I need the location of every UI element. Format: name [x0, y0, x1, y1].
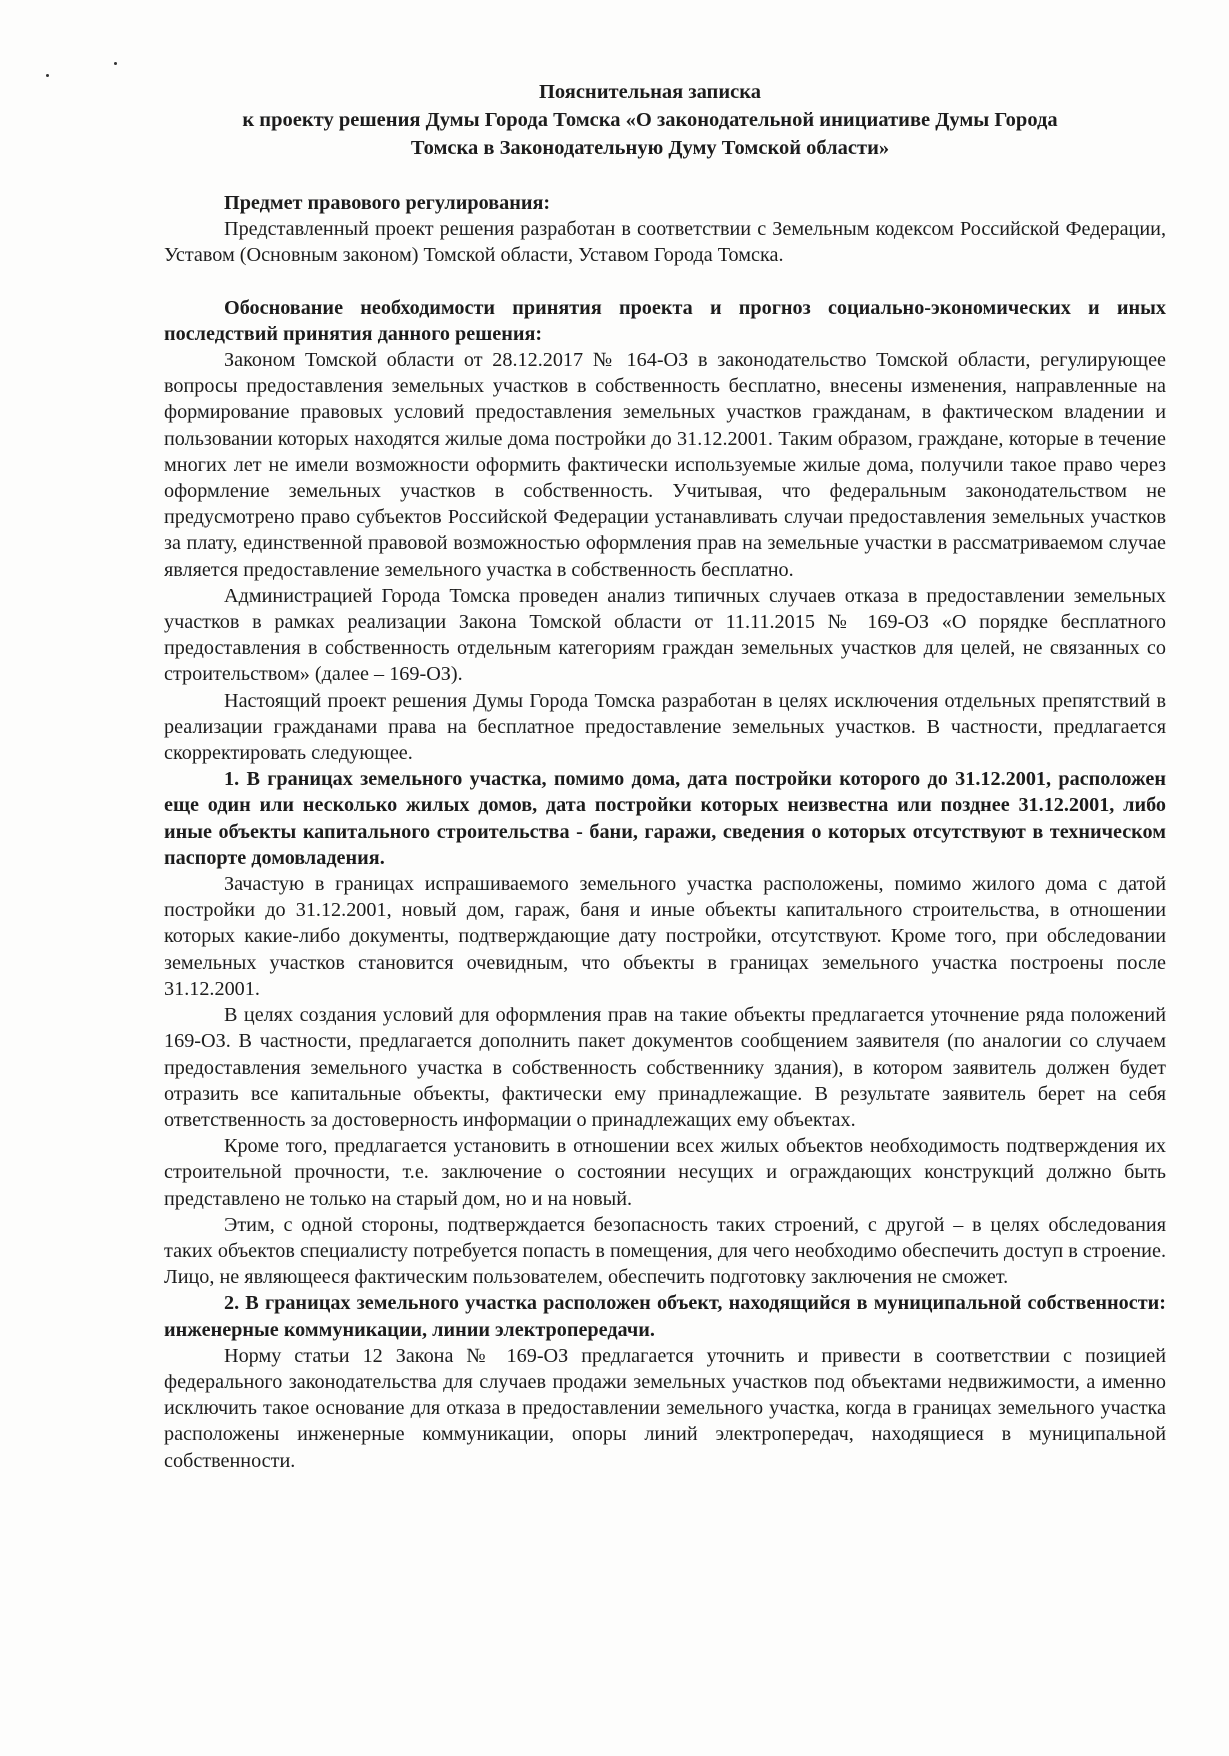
paragraph: Зачастую в границах испрашиваемого земельного участка расположены, помимо жилого дома с датой постройки до 31.12.2001, новый дом, гараж, баня и иные объекты капитального строительства, в отношении которых какие-либо документы, подтверждающие дату постройки, отсутствуют. Кроме того, при обследовании земельных участков становится очевидным, что объекты в границах земельного участка построены после 31.12.2001.	[164, 873, 1166, 1000]
point-1-heading: 1. В границах земельного участка, помимо дома, дата постройки которого до 31.12.2001, расположен еще один или несколько жилых домов, дата постройки которых неизвестна или позднее 31.12.2001, либо иные объекты капитального строительства - бани, гаражи, сведения о которых отсутствуют в техническом паспорте домовладения.	[164, 768, 1166, 869]
scan-speck	[114, 62, 117, 65]
paragraph: Этим, с одной стороны, подтверждается безопасность таких строений, с другой – в целях обследования таких объектов специалисту потребуется попасть в помещения, для чего необходимо обеспечить доступ в строение. Лицо, не являющееся фактическим пользователем, обеспечить подготовку заключения не сможет.	[164, 1213, 1166, 1289]
paragraph: Норму статьи 12 Закона № 169-ОЗ предлагается уточнить и привести в соответствии с позицией федерального законодательства для случаев продажи земельных участков под объектами недвижимости, а именно исключить такое основание для отказа в предоставлении земельного участка, когда в границах земельного участка расположены инженерные коммуникации, опоры линий электропередач, находящиеся в муниципальной собственности.	[164, 1344, 1166, 1472]
section-text-subject: Представленный проект решения разработан в соответствии с Земельным кодексом Российской Федерации, Уставом (Основным законом) Томской области, Уставом Города Томска.	[164, 218, 1166, 267]
paragraph: Настоящий проект решения Думы Города Томска разработан в целях исключения отдельных препятствий в реализации гражданами права на бесплатное предоставление земельных участков. В частности, предлагается скорректировать следующее.	[164, 689, 1166, 765]
section-heading-subject: Предмет правового регулирования:	[224, 192, 551, 214]
document-title	[150, 78, 1150, 162]
paragraph: В целях создания условий для оформления прав на такие объекты предлагается уточнение ряда положений 169-ОЗ. В частности, предлагается дополнить пакет документов сообщением заявителя (по аналогии со случаем предоставления земельного участка в собственность собственнику здания), в котором заявитель должен будет отразить все капитальные объекты, фактически ему принадлежащие. В результате заявитель берет на себя ответственность за достоверность информации о принадлежащих ему объектах.	[164, 1004, 1166, 1131]
title-line-2: к проекту решения Думы Города Томска «О законодательной инициативе Думы Города	[242, 109, 1058, 131]
document-body	[164, 190, 1166, 1474]
scan-speck	[46, 74, 49, 77]
section-heading-justification: Обоснование необходимости принятия проекта и прогноз социально-экономических и иных последствий принятия данного решения:	[164, 296, 1166, 345]
title-line-1: Пояснительная записка	[538, 81, 762, 103]
paragraph: Администрацией Города Томска проведен анализ типичных случаев отказа в предоставлении земельных участков в рамках реализации Закона Томской области от 11.11.2015 № 169-ОЗ «О порядке бесплатного предоставления в собственность отдельным категориям граждан земельных участков для целей, не связанных со строительством» (далее – 169-ОЗ).	[164, 584, 1166, 686]
title-line-3: Томска в Законодательную Думу Томской области»	[410, 137, 890, 159]
paragraph: Кроме того, предлагается установить в отношении всех жилых объектов необходимость подтверждения их строительной прочности, т.е. заключение о состоянии несущих и ограждающих конструкций должно быть представлено не только на старый дом, но и на новый.	[164, 1135, 1166, 1210]
paragraph: Законом Томской области от 28.12.2017 № 164-ОЗ в законодательство Томской области, регулирующее вопросы предоставления земельных участков в собственность бесплатно, внесены изменения, направленные на формирование правовых условий предоставления земельных участков гражданам, в фактическом владении и пользовании которых находятся жилые дома постройки до 31.12.2001. Таким образом, граждане, которые в течение многих лет не имели возможности оформить фактически используемые жилые дома, получили такое право через оформление земельных участков в собственность. Учитывая, что федеральным законодательством не предусмотрено право субъектов Российской Федерации устанавливать случаи предоставления земельных участков за плату, единственной правовой возможностью оформления прав на земельные участки в рассматриваемом случае является предоставление земельного участка в собственность бесплатно.	[164, 349, 1166, 581]
point-2-heading: 2. В границах земельного участка расположен объект, находящийся в муниципальной собственности: инженерные коммуникации, линии электропередачи.	[164, 1292, 1166, 1341]
